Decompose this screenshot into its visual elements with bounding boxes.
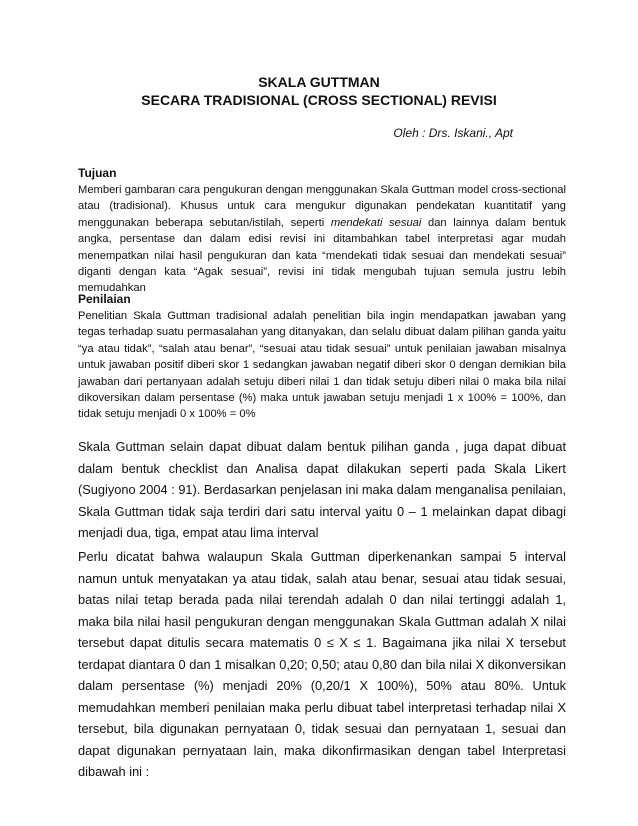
tujuan-text bbox=[78, 182, 566, 297]
penilaian-heading: Penilaian bbox=[78, 292, 131, 306]
document-subtitle: SECARA TRADISIONAL (CROSS SECTIONAL) REVISI bbox=[141, 92, 497, 108]
document-title: SKALA GUTTMAN bbox=[258, 74, 380, 90]
tujuan-text-italic: mendekati sesuai bbox=[330, 216, 422, 229]
tujuan-text-before: Memberi gambaran cara pengukuran dengan menggunakan Skala Guttman model cross-sectional atau (tradisional). Khusus untuk cara mengukur digunakan pendekatan kuantitatif yang menggunakan beberapa sebutan/istilah, seperti bbox=[78, 184, 566, 229]
tujuan-heading: Tujuan bbox=[78, 166, 117, 180]
paragraph-1: Skala Guttman selain dapat dibuat dalam bentuk pilihan ganda , juga dapat dibuat dalam bentuk checklist dan Analisa dapat dilakukan seperti pada Skala Likert (Sugiyono 2004 : 91). Berdasarkan penjelasan ini maka dalam menganalisa penilaian, Skala Guttman tidak saja terdiri dari satu interval yaitu 0 – 1 melainkan dapat dibagi menjadi dua, tiga, empat atau lima interval bbox=[78, 439, 567, 540]
penilaian-text: Penelitian Skala Guttman tradisional adalah penelitian bila ingin mendapatkan jawaban yang tegas terhadap suatu permasalahan yang ditanyakan, dan selalu dibuat dalam pilihan ganda yaitu “ya atau tidak”, “salah atau benar”, “sesuai atau tidak sesuai” untuk penilaian jawaban misalnya untuk jawaban positif diberi skor 1 sedangkan jawaban negatif diberi skor 0 dengan demikian bila jawaban dari pertanyaan adalah setuju diberi nilai 1 dan tidak setuju diberi nilai 0 maka bila nilai dikoversikan dalam persentase (%) maka untuk jawaban setuju menjadi 1 x 100% = 100%, dan tidak setuju menjadi 0 x 100% = 0% bbox=[78, 310, 566, 421]
author-line: Oleh : Drs. Iskani., Apt bbox=[393, 126, 513, 140]
tujuan-section bbox=[78, 166, 566, 297]
tujuan-text-after: dan lainnya dalam bentuk angka, persentase dan dalam edisi revisi ini ditambahkan tabel interpretasi agar mudah menempatkan nilai hasil pengukuran dan kata “mendekati tidak sesuai dan mendekati sesuai” diganti dengan kata “Agak sesuai”, revisi ini tidak mengubah tujuan semula justru lebih memudahkan bbox=[78, 216, 566, 295]
paragraph-2: Perlu dicatat bahwa walaupun Skala Guttman diperkenankan sampai 5 interval namun untuk menyatakan ya atau tidak, salah atau benar, sesuai atau tidak sesuai, batas nilai tetap berada pada nilai terendah adalah 0 dan nilai tertinggi adalah 1, maka bila nilai hasil pengukuran dengan menggunakan Skala Guttman adalah X nilai tersebut dapat ditulis secara matematis 0 ≤ X ≤ 1. Bagaimana jika nilai X tersebut terdapat diantara 0 dan 1 misalkan 0,20; 0,50; atau 0,80 dan bila nilai X dikonversikan dalam persentase (%) menjadi 20% (0,20/1 X 100%), 50% atau 80%. Untuk memudahkan memberi penilaian maka perlu dibuat tabel interpretasi terhadap nilai X tersebut, bila digunakan pernyataan 0, tidak sesuai dan pernyataan 1, sesuai dan dapat digunakan pernyataan lain, maka dikonfirmasikan dengan tabel Interpretasi dibawah ini : bbox=[78, 549, 566, 779]
penilaian-section bbox=[78, 292, 566, 423]
